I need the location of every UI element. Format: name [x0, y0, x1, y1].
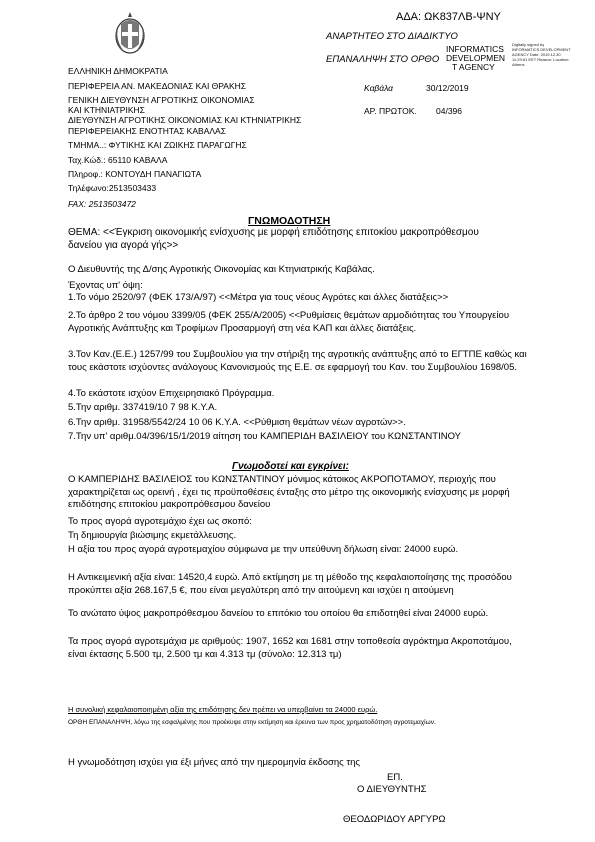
reference-item: 1.Το νόμο 2520/97 (ΦΕΚ 173/Α/97) <<Μέτρα για τους νέους Αγρότες και άλλες διατάξεις>>	[68, 292, 449, 303]
body-paragraph: Τη δημιουργία βιώσιμης εκμετάλλευσης.	[68, 530, 237, 541]
greek-emblem-icon	[112, 10, 148, 58]
digital-signature-text: Digitally signed by INFORMATICS DEVELOPMENT AGENCY Date: 2019.12.30 11:29:51 EET Reason: Location: Athens	[512, 42, 571, 67]
body-paragraph: Τα προς αγορά αγροτεμάχια με αριθμούς: 1907, 1652 και 1681 στην τοποθεσία αγρόκτημα Ακροποτάμου, είναι έκτασης 5.500 τμ, 2.500 τμ και 4.313 τμ (σύνολο: 12.313 τμ)	[68, 636, 512, 660]
document-title: ΓΝΩΜΟΔΟΤΗΣΗ	[248, 215, 331, 227]
note-max-value: Η συνολική κεφαλαιοποιημένη αξία της επιδότησης δεν πρέπει να υπερβαίνει τα 24000 ευρώ.	[68, 705, 378, 714]
stamp-line: T AGENCY	[452, 62, 495, 72]
body-paragraph: Η Αντικειμενική αξία είναι: 14520,4 ευρώ. Από εκτίμηση με τη μέθοδο της κεφαλαιοποίησης της προσόδου προκύπτει αξία 268.167,5 €, που είναι μεγαλύτερη από την αιτούμενη και ισχύει η αιτούμενη	[68, 572, 512, 596]
sender-line: ΓΕΝΙΚΗ ΔΙΕΥΘΥΝΣΗ ΑΓΡΟΤΙΚΗΣ ΟΙΚΟΝΟΜΙΑΣ	[68, 95, 255, 105]
reference-item: 7.Την υπ' αριθμ.04/396/15/1/2019 αίτηση του ΚΑΜΠΕΡΙΔΗ ΒΑΣΙΛΕΙΟΥ του ΚΩΝΣΤΑΝΤΙΝΟΥ	[68, 431, 461, 442]
sender-line: ΤΜΗΜΑ..: ΦΥΤΙΚΗΣ ΚΑΙ ΖΩΙΚΗΣ ΠΑΡΑΓΩΓΗΣ	[68, 140, 247, 150]
opinion-heading: Γνωμοδοτεί και εγκρίνει:	[232, 461, 349, 472]
body-paragraph: Το ανώτατο ύψος μακροπρόθεσμου δανείου το επιτόκιο του οποίου θα επιδοτηθεί είναι 24000 ευρώ.	[68, 608, 489, 619]
having-in-view: Έχοντας υπ' όψη:	[68, 280, 143, 291]
protocol-number: 04/396	[436, 106, 462, 116]
reference-item: 6.Την αριθμ. 31958/5542/24 10 06 Κ.Υ.Α. <<Ρύθμιση θεμάτων νέων αγροτών>>.	[68, 417, 406, 428]
validity-line: Η γνωμοδότηση ισχύει για έξι μήνες από την ημερομηνία έκδοσης της	[68, 757, 361, 768]
ada-code: ΑΔΑ: ΩΚ837ΛΒ-ΨΝΥ	[396, 11, 501, 23]
sender-line: Πληροφ.: ΚΟΝΤΟΥΔΗ ΠΑΝΑΓΙΩΤΑ	[68, 169, 202, 179]
correct-repeat-note: ΕΠΑΝΑΛΗΨΗ ΣΤΟ ΟΡΘΟ	[326, 54, 440, 65]
body-paragraph: Το προς αγορά αγροτεμάχιο έχει ως σκοπό:	[68, 516, 252, 527]
signature-ep: ΕΠ.	[387, 772, 403, 783]
sender-line: ΕΛΛΗΝΙΚΗ ΔΗΜΟΚΡΑΤΙΑ	[68, 66, 168, 76]
sender-line: ΚΑΙ ΚΤΗΝΙΑΤΡΙΚΗΣ	[68, 105, 145, 115]
director-line: Ο Διευθυντής της Δ/σης Αγροτικής Οικονομίας και Κτηνιατρικής Καβάλας.	[68, 264, 375, 275]
sender-line: Τηλέφωνο:2513503433	[68, 183, 157, 193]
subject: ΘΕΜΑ: <<Έγκριση οικονομικής ενίσχυσης με μορφή επιδότησης επιτοκίου μακροπρόθεσμου δανείου για αγορά γής>>	[68, 227, 479, 251]
note-correction: ΟΡΘΗ ΕΠΑΝΑΛΗΨΗ, λόγω της εσφαλμένης που προέκυψε στην εκτίμηση και έρευνα των προς χρηματοδότηση αγροτεμαχίων.	[68, 719, 436, 726]
sender-fax: FAX: 2513503472	[68, 199, 136, 209]
reference-item: 4.Το εκάστοτε ισχύον Επιχειρησιακό Πρόγραμμα.	[68, 388, 275, 399]
signature-role: Ο ΔΙΕΥΘΥΝΤΗΣ	[357, 784, 427, 795]
body-paragraph: Η αξία του προς αγορά αγροτεμαχίου σύμφωνα με την υπεύθυνη δήλωση είναι: 24000 ευρώ.	[68, 544, 459, 555]
sender-line: ΠΕΡΙΦΕΡΕΙΑΚΗΣ ΕΝΟΤΗΤΑΣ ΚΑΒΑΛΑΣ	[68, 126, 226, 136]
sender-line: Ταχ.Κώδ.: 65110 ΚΑΒΑΛΑ	[68, 155, 168, 165]
place: Καβάλα	[364, 83, 394, 93]
sender-line: ΠΕΡΙΦΕΡΕΙΑ ΑΝ. ΜΑΚΕΔΟΝΙΑΣ ΚΑΙ ΘΡΑΚΗΣ	[68, 81, 247, 91]
posted-online-note: ΑΝΑΡΤΗΤΕΟ ΣΤΟ ΔΙΑΔΙΚΤΥΟ	[326, 31, 458, 42]
reference-item: 3.Τον Καν.(Ε.Ε.) 1257/99 του Συμβουλίου για την στήριξη της αγροτικής ανάπτυξης από το ΕΓΤΠΕ καθώς και τους εκάστοτε ισχύοντες ανάλογους Κανονισμούς της Ε.Ε. σε εφαρμογή του Καν. του Συμβουλίου 1698/05.	[68, 349, 527, 373]
date: 30/12/2019	[426, 83, 469, 93]
reference-item: 5.Την αριθμ. 337419/10 7 98 Κ.Υ.Α.	[68, 402, 218, 413]
stamp-line: DEVELOPMEN	[446, 53, 506, 63]
reference-item: 2.Το άρθρο 2 του νόμου 3399/05 (ΦΕΚ 255/Α/2005) <<Ρυθμίσεις θεμάτων αρμοδιότητας του Υπουργείου Αγροτικής Ανάπτυξης και Τροφίμων Προσαρμογή στη νέα ΚΑΠ και άλλες διατάξεις.	[68, 310, 510, 334]
protocol-label: ΑΡ. ΠΡΩΤΟΚ.	[364, 106, 417, 116]
stamp-line: INFORMATICS	[446, 44, 504, 54]
signature-name: ΘΕΟΔΩΡΙΔΟΥ ΑΡΓΥΡΩ	[343, 814, 446, 825]
sender-line: ΔΙΕΥΘΥΝΣΗ ΑΓΡΟΤΙΚΗΣ ΟΙΚΟΝΟΜΙΑΣ ΚΑΙ ΚΤΗΝΙΑΤΡΙΚΗΣ	[68, 115, 302, 125]
body-paragraph: Ο ΚΑΜΠΕΡΙΔΗΣ ΒΑΣΙΛΕΙΟΣ του ΚΩΝΣΤΑΝΤΙΝΟΥ μόνιμος κάτοικος ΑΚΡΟΠΟΤΑΜΟΥ, περιοχής που χαρακτηρίζεται ως ορεινή , έχει τις προϋποθέσεις ένταξης στο μέτρο της οικονομικής ενίσχυσης με μορφή επιδότησης επιτοκίου μακροπρόθεσμου δανείου	[68, 474, 510, 510]
